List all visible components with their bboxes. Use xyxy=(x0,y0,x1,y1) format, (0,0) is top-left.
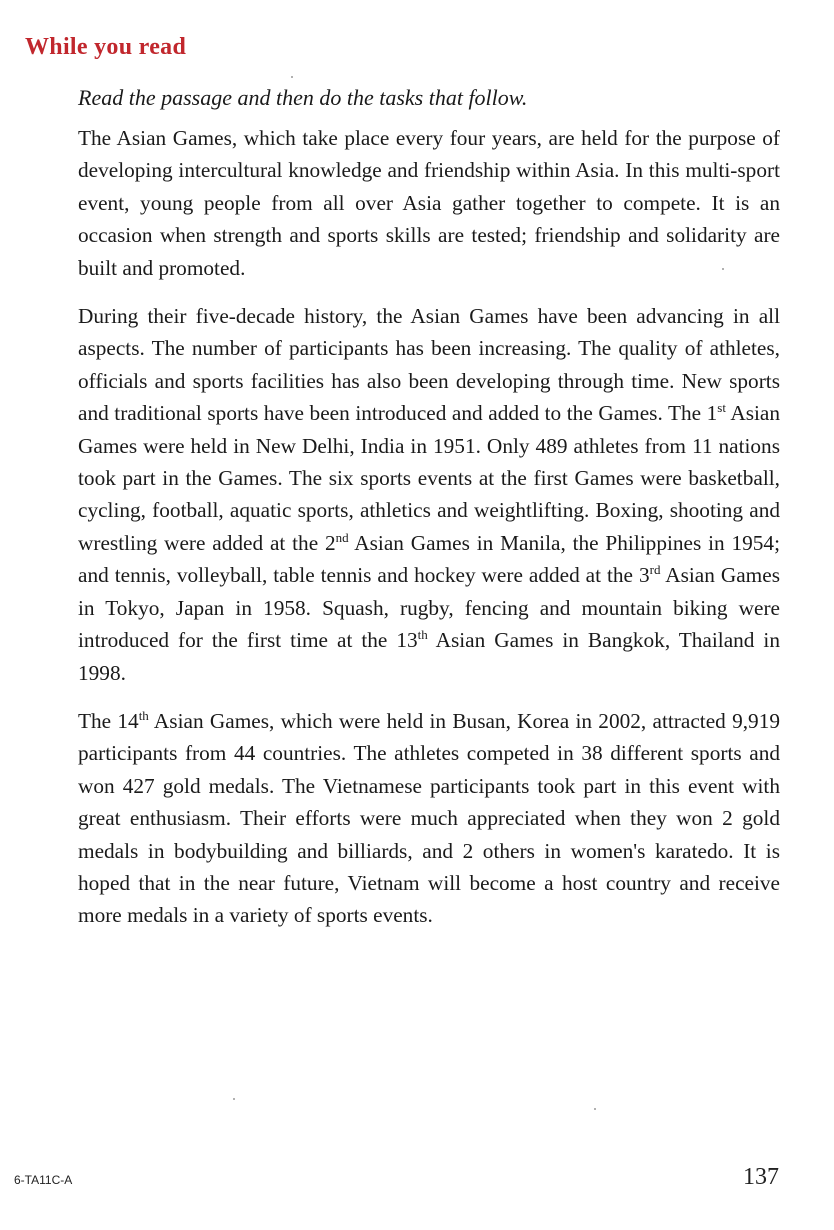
ordinal-suffix: th xyxy=(417,627,428,642)
ordinal-suffix: th xyxy=(138,707,149,723)
ordinal-suffix: nd xyxy=(335,529,349,545)
paragraph-text: Asian Games in Bangkok, Thailand in 1998. xyxy=(78,628,780,685)
passage-paragraph xyxy=(78,300,780,689)
reading-instruction: Read the passage and then do the tasks that follow. xyxy=(78,85,528,110)
scan-speck xyxy=(722,268,724,270)
paragraph-text: During their five-decade history, the Asian Games have been advancing in all aspects. The number of participants has been increasing. The quality of athletes, officials and sports facilities has also been developing through time. New sports and traditional sports have been introduced and added to the Games. The 1 xyxy=(78,304,780,426)
paragraph-text: Asian Games in Tokyo, Japan in 1958. Squash, rugby, fencing and mountain biking were introduced for the first time at the 13 xyxy=(78,563,780,653)
ordinal-suffix: rd xyxy=(649,562,661,578)
paragraph-text: Asian Games, which were held in Busan, Korea in 2002, attracted 9,919 participants from 44 countries. The athletes competed in 38 different sports and won 427 gold medals. The Vietnamese participants took part in this event with great enthusiasm. Their efforts were much appreciated when they won 2 gold medals in bodybuilding and billiards, and 2 others in women's karatedo. It is hoped that in the near future, Vietnam will become a host country and receive more medals in a variety of sports events. xyxy=(78,708,780,928)
paragraph-text: The 14 xyxy=(78,708,139,733)
paragraph-text: The Asian Games, which take place every four years, are held for the purpose of developing intercultural knowledge and friendship within Asia. In this multi-sport event, young people from all over Asia gather together to compete. It is an occasion when strength and sports skills are tested; friendship and solidarity are built and promoted. xyxy=(78,126,780,280)
ordinal-suffix: st xyxy=(717,400,726,416)
book-code: 6-TA11C-A xyxy=(14,1173,73,1187)
paragraph-text: Asian Games in Manila, the Philippines in 1954; and tennis, volleyball, table tennis and hockey were added at the 3 xyxy=(78,530,780,588)
paragraph-text: Asian Games were held in New Delhi, India in 1951. Only 489 athletes from 11 nations took part in the Games. The six sports events at the first Games were basketball, cycling, football, aquatic sports, athletics and weightlifting. Boxing, shooting and wrestling were added at the 2 xyxy=(78,401,780,555)
passage-paragraph xyxy=(78,705,780,932)
scan-speck xyxy=(594,1108,596,1110)
passage-paragraph xyxy=(78,122,780,284)
scan-speck xyxy=(233,1098,235,1100)
reading-passage xyxy=(78,122,780,948)
scan-speck xyxy=(291,76,293,78)
page-number: 137 xyxy=(743,1164,779,1190)
section-title: While you read xyxy=(25,34,187,60)
